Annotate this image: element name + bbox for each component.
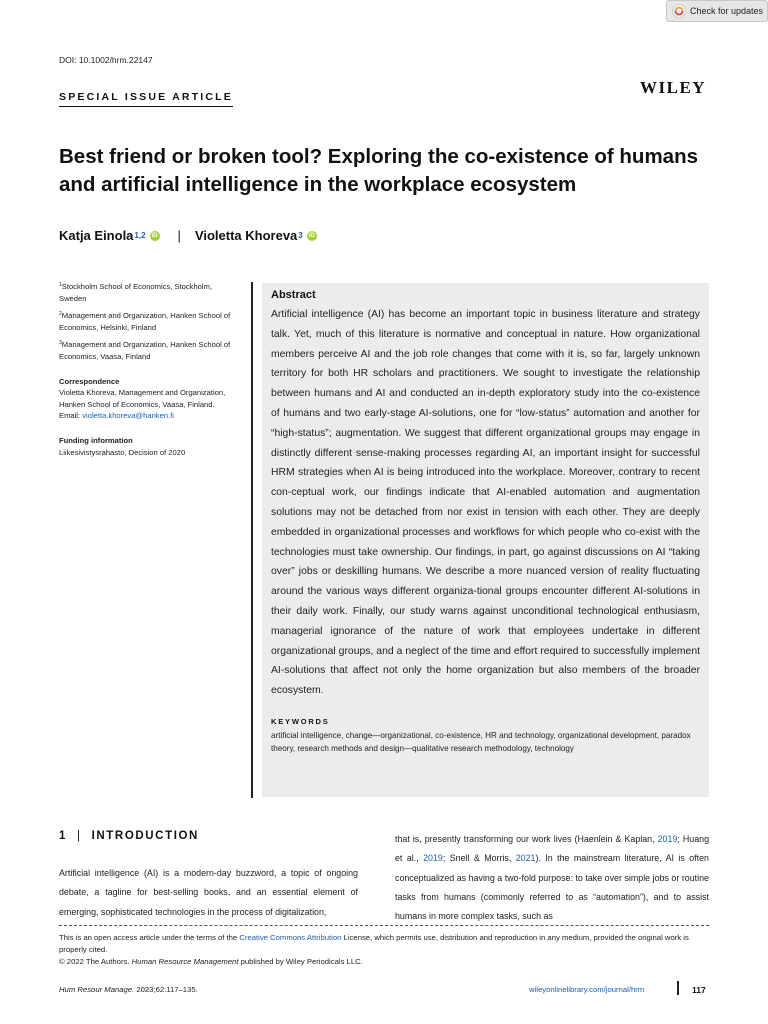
intro-left-column: Artificial intelligence (AI) is a modern-day buzzword, a topic of ongoing debate, a tagline for best-selling books, and an essential element of emerging, sophisticated technologies in the process of digitalization, — [59, 868, 358, 917]
author-affiliation-marker[interactable]: 1,2 — [134, 231, 146, 240]
copyright-part: © 2022 The Authors. — [59, 957, 132, 967]
correspondence-email-line — [59, 410, 239, 422]
license-divider — [59, 925, 709, 926]
affiliation — [59, 280, 239, 304]
abstract-box — [262, 283, 709, 797]
funding-text: Liikesivistysrahasto, Decision of 2020 — [59, 447, 186, 457]
article-title: Best friend or broken tool? Exploring the co-existence of humans and artificial intelligence in the workplace ecosystem — [59, 145, 699, 196]
check-updates-label: Check for updates — [690, 6, 764, 16]
affiliation-number: 2 — [59, 311, 62, 318]
correspondence-text: Violetta Khoreva, Management and Organization, Hanken School of Economics, Vaasa, Finland. — [59, 388, 226, 409]
correspondence-email-link[interactable]: violetta.khoreva@hanken.fi — [82, 411, 174, 421]
journal-url-link[interactable]: wileyonlinelibrary.com/journal/hrm — [529, 985, 645, 994]
section-separator: | — [77, 830, 82, 842]
author-separator: | — [177, 228, 181, 243]
orcid-icon[interactable]: iD — [151, 232, 158, 239]
section-title: INTRODUCTION — [91, 830, 199, 842]
affiliation-number: 1 — [59, 282, 62, 288]
publisher-logo: WILEY — [640, 78, 707, 97]
affiliation-text: Management and Organization, Hanken School of Economics, Vaasa, Finland — [59, 340, 231, 361]
affiliation-text: Management and Organization, Hanken School of Economics, Helsinki, Finland — [59, 311, 231, 332]
page-number: 117 — [692, 985, 706, 995]
footer-volume: 2023;62:117–135. — [134, 985, 198, 994]
license-text — [59, 932, 709, 956]
check-for-updates-button[interactable] — [666, 0, 768, 22]
section-number: 1 — [59, 830, 67, 842]
keywords-text: artificial intelligence, change—organizational, co-existence, HR and technology, organizational development, paradox theory, research methods and design—qualitative research methodology, technology — [271, 730, 691, 753]
check-updates-icon — [672, 4, 686, 18]
sidebar-divider — [251, 282, 253, 798]
license-part: License, which permits use, distribution and reproduction in any medium, provided the original work is properly cited. — [59, 933, 689, 955]
license-part: This is an open access article under the terms of the — [59, 933, 240, 942]
abstract-heading: Abstract — [271, 289, 316, 301]
footer-citation — [59, 985, 198, 994]
affiliation-text: Stockholm School of Economics, Stockholm, Sweden — [59, 282, 213, 303]
article-info-sidebar — [59, 280, 239, 458]
article-type: SPECIAL ISSUE ARTICLE — [59, 91, 233, 107]
keywords-heading: KEYWORDS — [271, 716, 330, 726]
correspondence-heading: Correspondence — [59, 376, 120, 386]
doi: DOI: 10.1002/hrm.22147 — [59, 55, 153, 65]
intro-right-column — [395, 830, 709, 926]
body-text: that is, presently transforming our work lives (Haenlein & Kaplan, — [395, 834, 658, 844]
license-notice — [59, 932, 709, 969]
citation-link[interactable]: 2021 — [515, 853, 536, 864]
body-text: ; Snell & Morris, — [442, 853, 516, 864]
author-affiliation-marker[interactable]: 3 — [298, 231, 303, 240]
author-name: Violetta Khoreva — [194, 228, 298, 243]
copyright-line — [59, 956, 709, 968]
body-text: ). In the mainstream literature, AI is often conceptualized as having a two-fold purpose: to take over simple jobs or routine tasks from humans (commonly referred to as “automation”), and to assist humans in more complex tasks, such as — [395, 853, 709, 922]
author-name: Katja Einola — [59, 228, 134, 243]
affiliation — [59, 309, 239, 333]
copyright-journal: Human Resource Management — [131, 957, 239, 967]
citation-link[interactable]: 2019 — [657, 834, 678, 844]
copyright-part: published by Wiley Periodicals LLC. — [238, 957, 363, 967]
orcid-icon[interactable]: iD — [308, 232, 315, 239]
section-heading-introduction — [59, 830, 199, 842]
citation-link[interactable]: 2019 — [423, 853, 443, 864]
creative-commons-link[interactable]: Creative Commons Attribution — [239, 933, 342, 942]
body-text: ; Huang et al., — [395, 834, 710, 864]
affiliation-number: 3 — [59, 340, 62, 347]
funding-heading: Funding information — [59, 435, 133, 445]
footer-journal-name: Hum Resour Manage. — [59, 985, 135, 994]
abstract-text: Artificial intelligence (AI) has become an important topic in business literature and strategy talk. Yet, much of this literature is normative and conceptual in nature. How organizational members perceive AI and the job role changes that come with it is, so far, largely unknown territory for both HR scholars and practitioners. We sought to investigate the relationship between humans and AI and conducted an in-depth exploratory study into the co-existence of humans and two early-stage AI-solutions, one for “low-status” automation and another for “high-status”; augmentation. We suggest that different organizational groups may engage in distinctly different sense-making processes regarding AI, an important insight for successful HRM strategies when AI is being introduced into the workplace. Moreover, contrary to recent con-ceptual work, our findings indicate that AI-enabled automation and augmentation solutions may not be detached from nor exist in tension with each other. They are deeply embedded in organizational processes and workflows for which people who co-exist with the technologies must take ownership. Our findings, in part, go against discussions on AI “taking over” jobs or deskilling humans. We describe a more nuanced version of reality fluctuating around the various ways different organiza-tional groups encounter different AI-solutions in their daily work. Finally, our study warns against unconditional technological enthusiasm, managerial ignorance of the nature of work that employees undertake in different organizational groups, and a neglect of the time and effort required to successfully implement AI-solutions that affect not only the home organization but also members of the broader ecosystem. — [271, 309, 700, 697]
email-label: Email: — [59, 411, 81, 421]
affiliation — [59, 338, 239, 362]
author-list — [59, 228, 317, 243]
footer-divider — [677, 981, 679, 995]
